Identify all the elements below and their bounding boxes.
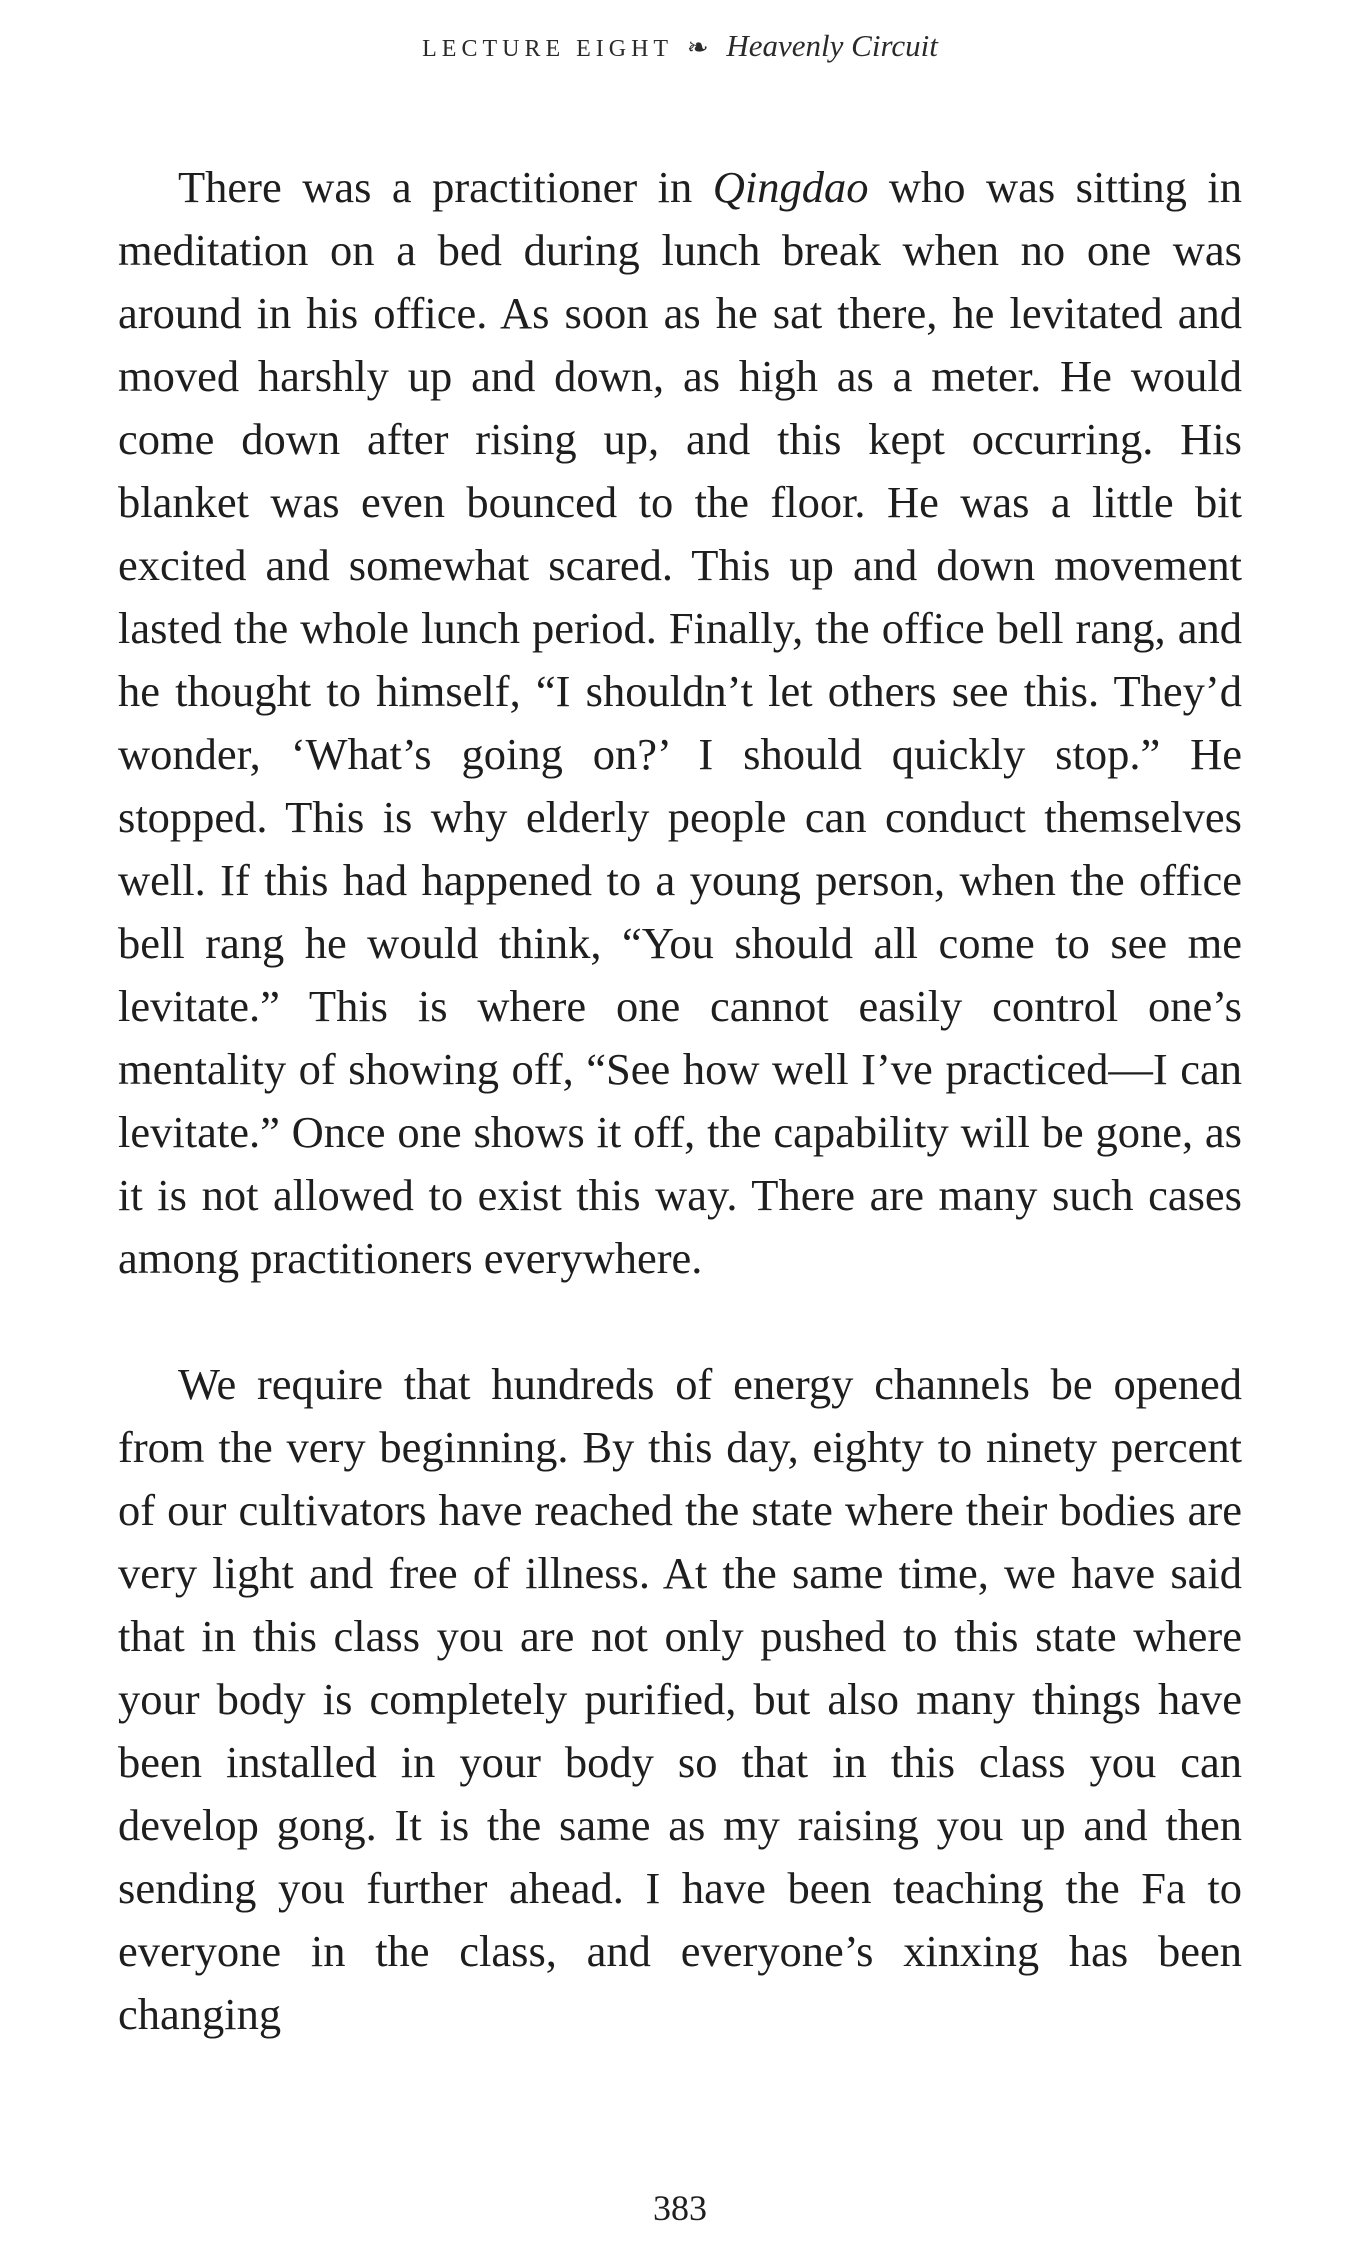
paragraph-1 — [118, 156, 1242, 1290]
place-name-emphasis: Qingdao — [712, 162, 869, 212]
paragraph-2: We require that hundreds of energy channels be opened from the very beginning. By this day, eighty to ninety percent of our cultivators have reached the state where their bodies are very light and free of illness. At the same time, we have said that in this class you are not only pushed to this state where your body is completely purified, but also many things have been installed in your body so that in this class you can develop gong. It is the same as my raising you up and then sending you further ahead. I have been teaching the Fa to everyone in the class, and everyone’s xinxing has been changing — [118, 1359, 1242, 2039]
paragraph-1-text-start: There was a practitioner in — [178, 162, 713, 212]
body-text — [118, 156, 1242, 2046]
paragraph-1-text-rest: who was sitting in meditation on a bed during lunch break when no one was around in his office. As soon as he sat there, he levitated and moved harshly up and down, as high as a meter. He would come down after rising up, and this kept occurring. His blanket was even bounced to the floor. He was a little bit excited and somewhat scared. This up and down movement lasted the whole lunch period. Finally, the office bell rang, and he thought to himself, “I shouldn’t let others see this. They’d wonder, ‘What’s going on?’ I should quickly stop.” He stopped. This is why elderly people can conduct themselves well. If this had happened to a young person, when the office bell rang he would think, “You should all come to see me levitate.” This is where one cannot easily control one’s mentality of showing off, “See how well I’ve practiced—I can levitate.” Once one shows it off, the capability will be gone, as it is not allowed to exist this way. There are many such cases among practitioners everywhere. — [118, 162, 1242, 1283]
running-header — [0, 26, 1360, 69]
lecture-title: LECTURE EIGHT — [422, 36, 674, 62]
chapter-title: Heavenly Circuit — [726, 28, 938, 63]
page-number: 383 — [653, 2188, 707, 2228]
fleuron-icon: ❧ — [686, 33, 709, 62]
